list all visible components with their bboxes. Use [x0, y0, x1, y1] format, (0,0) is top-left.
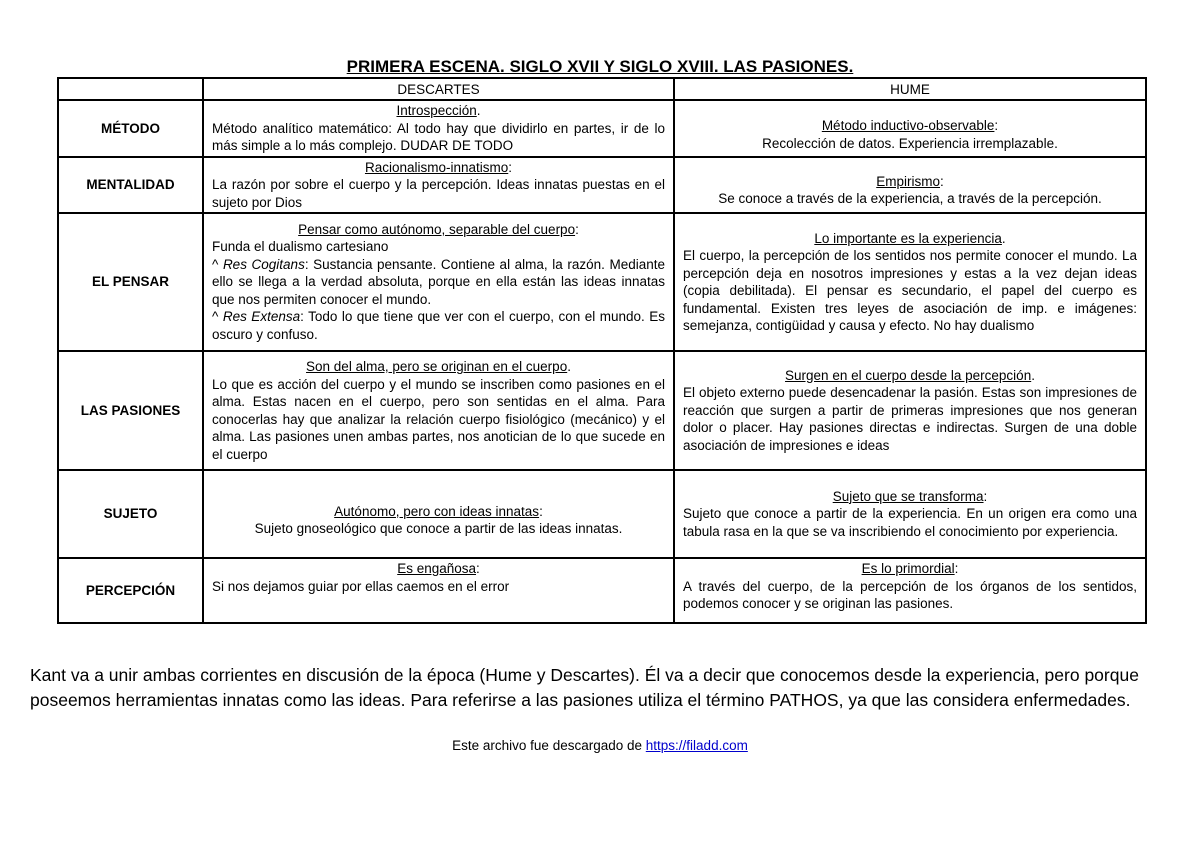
descartes-cell: Introspección. Método analítico matemático: Al todo hay que dividirlo en partes, ir de lo más simple a lo más complejo. DUDAR DE TODO	[203, 100, 674, 157]
cell-line: Funda el dualismo cartesiano	[212, 239, 389, 255]
header-hume: HUME	[674, 78, 1146, 100]
table-row	[58, 157, 1146, 213]
cell-body: El objeto externo puede desencadenar la pasión. Estas son impresiones de reacción que surgen a partir de primeras impresiones que nos generan dolor o placer. Hay pasiones directas e indirectas. Surgen de una doble asociación de impresiones e ideas	[683, 385, 1137, 453]
cell-title: Son del alma, pero se originan en el cuerpo	[306, 359, 568, 374]
row-label: SUJETO	[58, 470, 203, 558]
cell-title: Lo importante es la experiencia	[814, 230, 1002, 246]
cell-title: Método inductivo-observable	[821, 118, 995, 133]
hume-cell: Lo importante es la experiencia. El cuerpo, la percepción de los sentidos nos permite conocer el mundo. La percepción deja en nosotros impresiones y estas a la vez dejan ideas (copia debilitada). El pensar es secundario, el papel del cuerpo es fundamental. Existen tres leyes de asociación de imp. e imágenes: semejanza, contigüidad y causa y efecto. No hay dualismo	[674, 213, 1146, 351]
row-label: MENTALIDAD	[58, 157, 203, 213]
descartes-cell: Es engañosa: Si nos dejamos guiar por ellas caemos en el error	[203, 558, 674, 623]
comparison-table	[57, 77, 1147, 624]
table-row	[58, 213, 1146, 351]
row-label: LAS PASIONES	[58, 351, 203, 470]
hume-cell: Surgen en el cuerpo desde la percepción. El objeto externo puede desencadenar la pasión. Estas son impresiones de reacción que surgen a partir de primeras impresiones que nos generan dolor o placer. Hay pasiones directas e indirectas. Surgen de una doble asociación de impresiones e ideas	[674, 351, 1146, 470]
cell-body: Lo que es acción del cuerpo y el mundo se inscriben como pasiones en el alma. Estas nacen en el cuerpo, pero son sentidas en el alma. Para conocerlas hay que analizar la relación cuerpo fisiológico (mecánico) y el alma. Las pasiones unen ambas partes, nos anotician de lo que sucede en el cuerpo	[212, 376, 665, 462]
cell-body: Sujeto que conoce a partir de la experiencia. En un origen era como una tabula rasa en la que se va inscribiendo el conocimiento por experiencia.	[683, 506, 1137, 539]
cell-body: Método analítico matemático: Al todo hay que dividirlo en partes, ir de lo más simple a lo más complejo. DUDAR DE TODO	[212, 120, 665, 154]
kant-paragraph: Kant va a unir ambas corrientes en discusión de la época (Hume y Descartes). Él va a decir que conocemos desde la experiencia, pero porque poseemos herramientas innatas como las ideas. Para referirse a las pasiones utiliza el término PATHOS, ya que las considera enfermedades.	[30, 665, 1139, 710]
row-label: PERCEPCIÓN	[58, 558, 203, 623]
footer-link[interactable]: https://filadd.com	[645, 738, 748, 753]
cell-body: La razón por sobre el cuerpo y la percepción. Ideas innatas puestas en el sujeto por Dios	[212, 177, 665, 210]
cell-title: Es lo primordial	[861, 561, 955, 576]
descartes-cell: Son del alma, pero se originan en el cuerpo. Lo que es acción del cuerpo y el mundo se inscriben como pasiones en el alma. Estas nacen en el cuerpo, pero son sentidas en el alma. Para conocerlas hay que analizar la relación cuerpo fisiológico (mecánico) y el alma. Las pasiones unen ambas partes, nos anotician de lo que sucede en el cuerpo	[203, 351, 674, 470]
hume-cell: Sujeto que se transforma: Sujeto que conoce a partir de la experiencia. En un origen era como una tabula rasa en la que se va inscribiendo el conocimiento por experiencia.	[674, 470, 1146, 558]
hume-cell: Método inductivo-observable: Recolección de datos. Experiencia irremplazable.	[674, 100, 1146, 157]
footer-text: Este archivo fue descargado de	[452, 738, 643, 753]
cell-body: A través del cuerpo, de la percepción de los órganos de los sentidos, podemos conocer y se originan las pasiones.	[683, 578, 1137, 611]
cell-body: Se conoce a través de la experiencia, a través de la percepción.	[718, 191, 1102, 206]
cell-title: Es engañosa	[397, 561, 477, 576]
cell-title: Pensar como autónomo, separable del cuerpo	[298, 221, 576, 237]
res-extensa-term: Res Extensa	[222, 309, 301, 325]
descartes-cell: Autónomo, pero con ideas innatas: Sujeto gnoseológico que conoce a partir de las ideas innatas.	[203, 470, 674, 558]
res-extensa-item: ^ Res Extensa: Todo lo que tiene que ver con el cuerpo, con el mundo. Es oscuro y confuso.	[212, 309, 665, 342]
descartes-cell: Pensar como autónomo, separable del cuerpo: Funda el dualismo cartesiano ^ Res Cogitans: Sustancia pensante. Contiene al alma, la razón. Mediante ello se llega a la verdad absoluta, porque en ella están las ideas innatas que nos permiten conocer el mundo. ^ Res Extensa: Todo lo que tiene que ver con el cuerpo, con el mundo. Es oscuro y confuso.	[203, 213, 674, 351]
row-label: EL PENSAR	[58, 213, 203, 351]
hume-cell: Es lo primordial: A través del cuerpo, de la percepción de los órganos de los sentidos, podemos conocer y se originan las pasiones.	[674, 558, 1146, 623]
table-row	[58, 351, 1146, 470]
descartes-cell: Racionalismo-innatismo: La razón por sobre el cuerpo y la percepción. Ideas innatas puestas en el sujeto por Dios	[203, 157, 674, 213]
table-row	[58, 100, 1146, 157]
header-empty	[58, 78, 203, 100]
header-descartes: DESCARTES	[203, 78, 674, 100]
table-header-row	[58, 78, 1146, 100]
page-title: PRIMERA ESCENA. SIGLO XVII Y SIGLO XVIII. LAS PASIONES.	[346, 57, 854, 76]
table-row	[58, 558, 1146, 623]
footer	[0, 738, 1200, 753]
cell-title: Empirismo	[876, 173, 940, 189]
cell-title: Racionalismo-innatismo	[364, 159, 509, 175]
table-row	[58, 470, 1146, 558]
cell-title: Surgen en el cuerpo desde la percepción	[785, 367, 1032, 383]
cell-body: El cuerpo, la percepción de los sentidos nos permite conocer el mundo. La percepción deja en nosotros impresiones y estas a la vez dejan ideas (copia debilitada). El pensar es secundario, el papel del cuerpo es fundamental. Existen tres leyes de asociación de imp. e imágenes: semejanza, contigüidad y causa y efecto. No hay dualismo	[683, 248, 1137, 333]
res-cogitans-term: Res Cogitans	[222, 256, 305, 272]
cell-body: Sujeto gnoseológico que conoce a partir de las ideas innatas.	[254, 521, 623, 536]
cell-title: Sujeto que se transforma	[832, 488, 984, 504]
cell-body: Recolección de datos. Experiencia irremplazable.	[762, 135, 1058, 151]
cell-title: Autónomo, pero con ideas innatas	[334, 503, 540, 519]
hume-cell: Empirismo: Se conoce a través de la experiencia, a través de la percepción.	[674, 157, 1146, 213]
row-label: MÉTODO	[58, 100, 203, 157]
cell-title: Introspección	[396, 103, 477, 119]
res-cogitans-item: ^ Res Cogitans: Sustancia pensante. Contiene al alma, la razón. Mediante ello se llega a la verdad absoluta, porque en ella están las ideas innatas que nos permiten conocer el mundo.	[212, 256, 665, 307]
cell-body: Si nos dejamos guiar por ellas caemos en el error	[212, 578, 510, 594]
